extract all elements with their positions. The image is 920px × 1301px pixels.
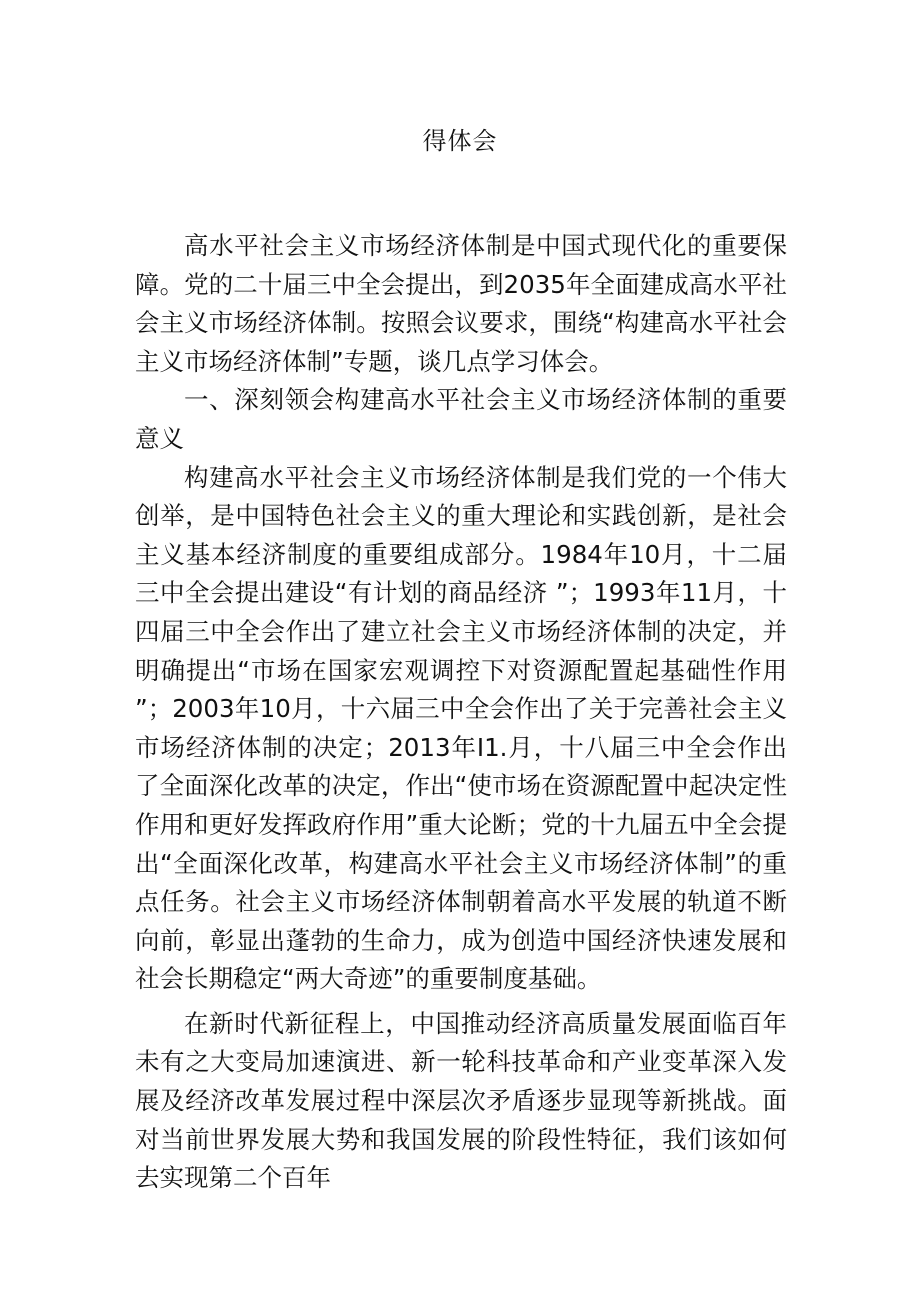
paragraph-history: 构建高水平社会主义市场经济体制是我们党的一个伟大创举，是中国特色社会主义的重大理论和实践创新，是社会主义基本经济制度的重要组成部分。1984年10月，十二届三中全会提出建设“有计划的商品经济 ”；1993年11月，十四届三中全会作出了建立社会主义市场经济体制的决定，并明确提出“市场在国家宏观调控下对资源配置起基础性作用 ”；2003年10月，十六届三中全会作出了关于完善社会主义市场经济体制的决定；2013年I1.月，十八届三中全会作出了全面深化改革的决定，作出“使市场在资源配置中起决定性作用和更好发挥政府作用”重大论断；党的十九届五中全会提出“全面深化改革，构建高水平社会主义市场经济体制”的重点任务。社会主义市场经济体制朝着高水平发展的轨道不断向前，彰显出蓬勃的生命力，成为创造中国经济快速发展和社会长期稳定“两大奇迹”的重要制度基础。 [135,462,787,994]
document-body [135,227,787,1198]
section-heading-1: 一、深刻领会构建高水平社会主义市场经济体制的重要意义 [135,385,787,453]
paragraph-new-era: 在新时代新征程上，中国推动经济高质量发展面临百年未有之大变局加速演进、新一轮科技革命和产业变革深入发展及经济改革发展过程中深层次矛盾逐步显现等新挑战。面对当前世界发展大势和我国发展的阶段性特征，我们该如何去实现第二个百年 [135,1008,787,1193]
document-title: 得体会 [422,127,498,155]
paragraph-intro: 高水平社会主义市场经济体制是中国式现代化的重要保障。党的二十届三中全会提出，到2035年全面建成高水平社会主义市场经济体制。按照会议要求，围绕“构建高水平社会主义市场经济体制”专题，谈几点学习体会。 [135,231,787,376]
